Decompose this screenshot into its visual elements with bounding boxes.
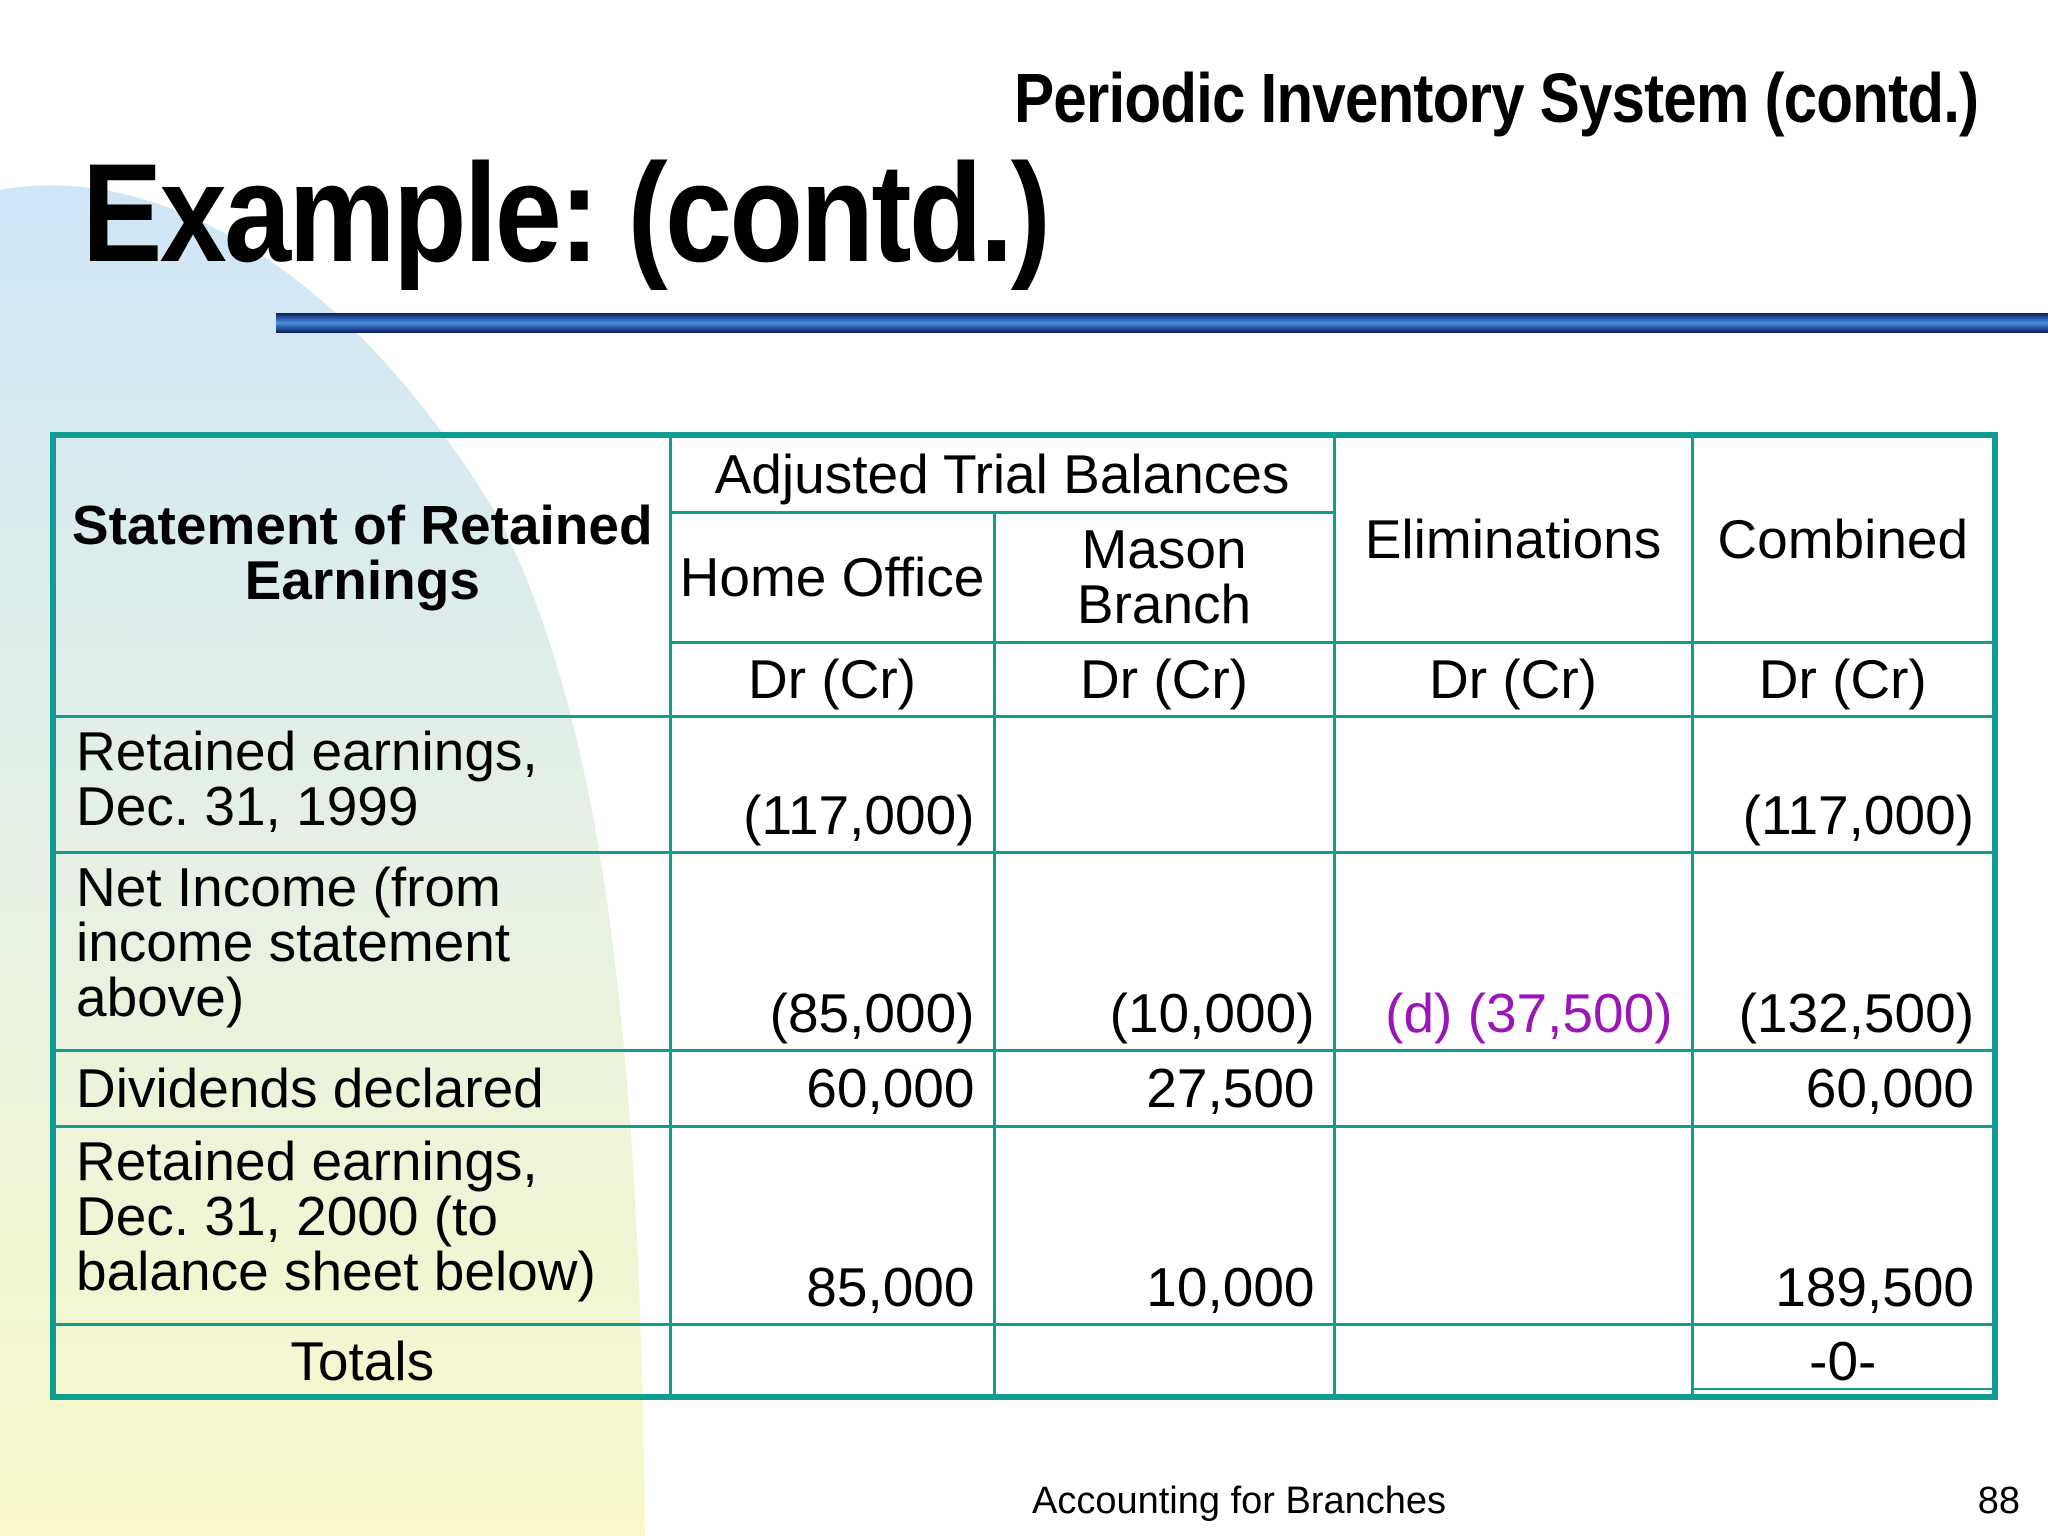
mason-branch-heading: Mason Branch — [994, 512, 1334, 642]
combined-total — [1692, 1324, 1992, 1398]
double-underline — [1694, 1388, 1993, 1390]
combined-value: 60,000 — [1692, 1050, 1992, 1126]
home-office-value: 85,000 — [670, 1126, 994, 1324]
eliminations-total — [1334, 1324, 1692, 1398]
mason-branch-value: (10,000) — [994, 852, 1334, 1050]
table-header-row-1 — [56, 438, 1992, 512]
table-row — [56, 1126, 1992, 1324]
eliminations-heading: Eliminations — [1334, 438, 1692, 642]
mason-branch-total — [994, 1324, 1334, 1398]
home-office-total — [670, 1324, 994, 1398]
footer-title: Accounting for Branches — [1032, 1480, 1447, 1522]
combined-value: 189,500 — [1692, 1126, 1992, 1324]
table-row — [56, 716, 1992, 852]
retained-earnings-table — [50, 432, 1998, 1400]
totals-label: Totals — [56, 1324, 670, 1398]
drcr-label: Dr (Cr) — [1334, 642, 1692, 716]
statement-heading: Statement of Retained Earnings — [56, 438, 670, 716]
drcr-label: Dr (Cr) — [994, 642, 1334, 716]
combined-heading: Combined — [1692, 438, 1992, 642]
combined-value: (117,000) — [1692, 716, 1992, 852]
home-office-value: (117,000) — [670, 716, 994, 852]
totals-row — [56, 1324, 1992, 1398]
page-number: 88 — [1977, 1480, 2020, 1522]
adjusted-trial-balances-heading: Adjusted Trial Balances — [670, 438, 1334, 512]
title-divider-bar — [276, 313, 2048, 333]
mason-branch-value: 10,000 — [994, 1126, 1334, 1324]
row-label: Dividends declared — [56, 1050, 670, 1126]
slide-subtitle: Periodic Inventory System (contd.) — [1013, 59, 1978, 137]
row-label: Retained earnings, Dec. 31, 1999 — [56, 716, 670, 852]
drcr-label: Dr (Cr) — [1692, 642, 1992, 716]
drcr-label: Dr (Cr) — [670, 642, 994, 716]
mason-branch-value — [994, 716, 1334, 852]
eliminations-value — [1334, 1050, 1692, 1126]
row-label: Retained earnings, Dec. 31, 2000 (to balance sheet below) — [56, 1126, 670, 1324]
home-office-value: (85,000) — [670, 852, 994, 1050]
slide-title: Example: (contd.) — [82, 134, 1049, 291]
table-row — [56, 1050, 1992, 1126]
row-label: Net Income (from income statement above) — [56, 852, 670, 1050]
combined-value: (132,500) — [1692, 852, 1992, 1050]
eliminations-value — [1334, 1126, 1692, 1324]
home-office-heading: Home Office — [670, 512, 994, 642]
eliminations-value — [1334, 716, 1692, 852]
table-row — [56, 852, 1992, 1050]
combined-total-value: -0- — [1809, 1330, 1877, 1393]
home-office-value: 60,000 — [670, 1050, 994, 1126]
mason-branch-value: 27,500 — [994, 1050, 1334, 1126]
eliminations-value: (d) (37,500) — [1334, 852, 1692, 1050]
